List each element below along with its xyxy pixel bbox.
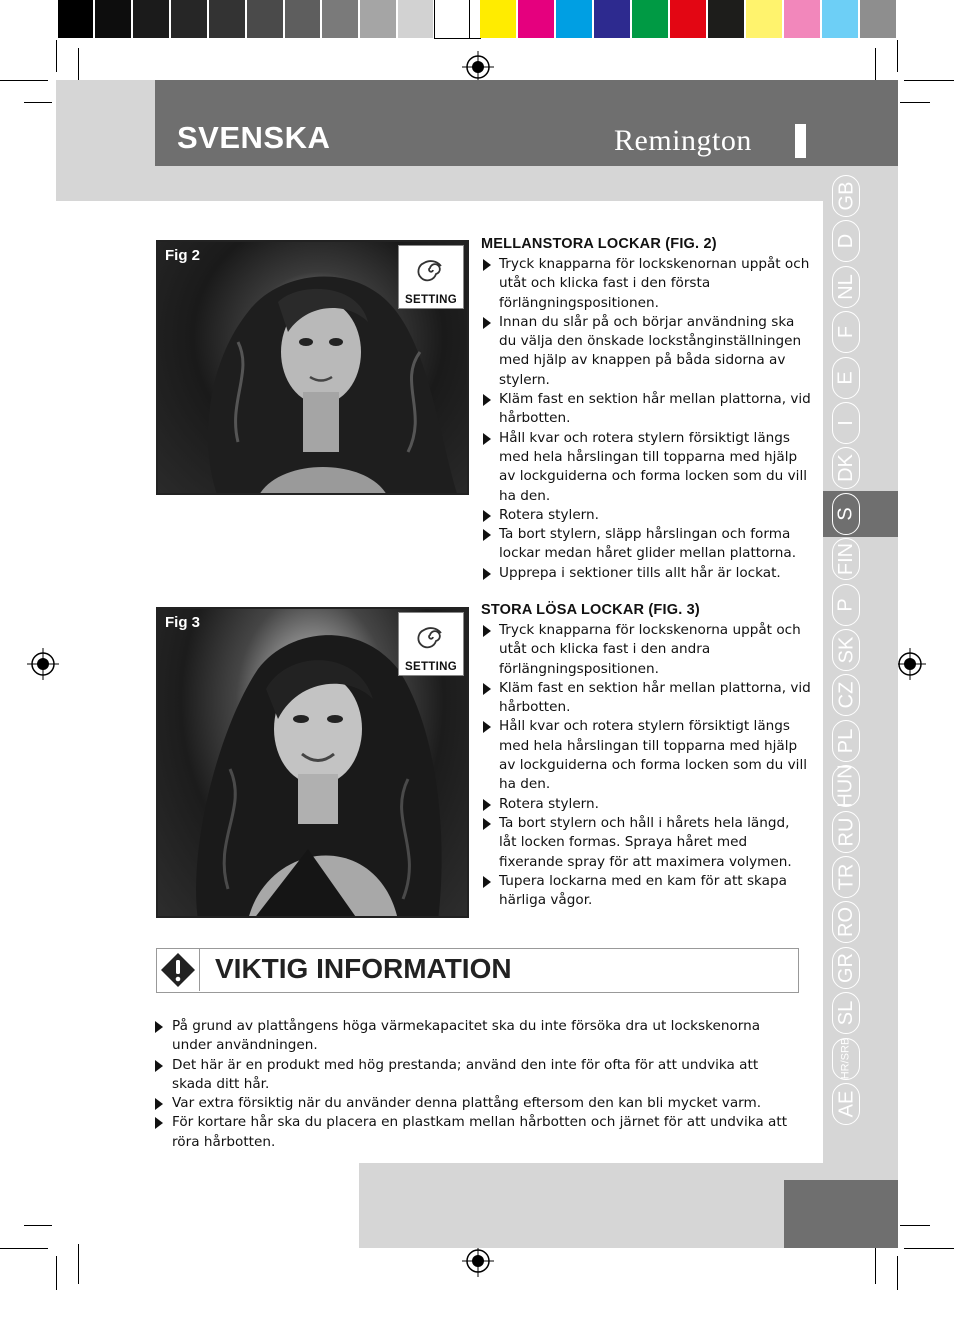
- language-tab-i[interactable]: [832, 402, 860, 444]
- figure-label: Fig 3: [165, 614, 201, 631]
- list-item: Kläm fast en sektion hår mellan plattorna, vid hårbotten.: [481, 390, 811, 429]
- color-swatch: [133, 0, 171, 38]
- warning-icon-cell: [157, 949, 200, 991]
- color-swatch: [435, 0, 470, 38]
- color-swatch: [708, 0, 746, 38]
- language-tab-ro[interactable]: [832, 901, 860, 943]
- color-swatch: [398, 0, 435, 38]
- spiral-curl-icon: [411, 250, 451, 290]
- language-tab-label: GB: [835, 181, 857, 211]
- page-title: SVENSKA: [177, 120, 331, 155]
- language-tab-label: RU: [835, 817, 858, 847]
- language-tab-label: PL: [835, 728, 857, 754]
- language-tab-pl[interactable]: [832, 720, 860, 762]
- setting-label: SETTING: [405, 294, 457, 306]
- crop-mark: [78, 48, 79, 84]
- color-swatch: [784, 0, 822, 38]
- crop-mark: [78, 1244, 79, 1284]
- language-tab-label: GR: [835, 952, 857, 983]
- crop-mark: [24, 1225, 52, 1226]
- color-swatch: [822, 0, 860, 38]
- important-info-list: [154, 1017, 794, 1152]
- crop-mark: [897, 1256, 898, 1290]
- figure-3-photo: [156, 607, 469, 918]
- color-swatch: [209, 0, 247, 38]
- important-info-banner: [156, 948, 799, 993]
- color-swatch: [670, 0, 708, 38]
- language-tab-ru[interactable]: [832, 811, 860, 853]
- instruction-list: [481, 255, 811, 583]
- color-calibration-bar: [58, 0, 898, 38]
- page-number-block: [784, 1180, 898, 1248]
- crop-mark: [875, 1244, 876, 1284]
- registration-mark-icon: [462, 1245, 494, 1277]
- list-item: Håll kvar och rotera stylern försiktigt längs med hela hårslingan till topparna med hjälp av lockguiderna och forma locken som du vill ha den.: [481, 429, 811, 506]
- language-tab-label: I: [835, 420, 857, 426]
- language-tab-tr[interactable]: [832, 856, 860, 898]
- language-tab-label: SL: [835, 1000, 857, 1026]
- language-tab-label: SK: [835, 636, 857, 664]
- figure-2-photo: [156, 240, 469, 495]
- list-item: På grund av plattångens höga värmekapacitet ska du inte försöka dra ut lockskenorna under användningen.: [154, 1017, 794, 1056]
- language-tab-gr[interactable]: [832, 947, 860, 989]
- language-tab-dk[interactable]: [832, 447, 860, 489]
- section-heading: MELLANSTORA LOCKAR (FIG. 2): [481, 236, 717, 252]
- language-tab-label: CZ: [835, 682, 858, 709]
- list-item: Rotera stylern.: [481, 506, 811, 525]
- registration-mark-icon: [894, 648, 926, 680]
- color-swatch: [95, 0, 133, 38]
- section-heading: STORA LÖSA LOCKAR (FIG. 3): [481, 602, 700, 618]
- list-item: Rotera stylern.: [481, 795, 811, 814]
- language-tab-label: RO: [835, 907, 857, 938]
- warning-icon: [157, 949, 199, 991]
- spiral-curl-icon: [411, 617, 451, 657]
- color-swatch: [556, 0, 594, 38]
- crop-mark: [904, 1248, 954, 1249]
- language-tab-d[interactable]: [832, 220, 860, 262]
- list-item: Ta bort stylern och håll i hårets hela längd, låt locken formas. Spraya håret med fixerande spray för att maximera volymen.: [481, 814, 811, 872]
- color-swatch: [360, 0, 398, 38]
- crop-mark: [875, 48, 876, 84]
- section-medium-curls: [481, 236, 811, 583]
- list-item: Innan du slår på och börjar användning ska du välja den önskade lockstånginställningen med hjälp av knappen på båda sidorna av stylern.: [481, 313, 811, 390]
- language-tab-sl[interactable]: [832, 992, 860, 1034]
- color-swatch: [322, 0, 360, 38]
- header-band: [56, 166, 898, 201]
- brand-logo: Remington: [614, 124, 752, 157]
- language-tab-label: TR: [835, 863, 858, 891]
- important-items: [154, 1017, 794, 1152]
- color-swatch: [518, 0, 556, 38]
- section-large-loose-curls: [481, 602, 811, 910]
- list-item: Upprepa i sektioner tills allt hår är lockat.: [481, 564, 811, 583]
- language-tab-gb[interactable]: [832, 175, 860, 217]
- crop-mark: [900, 1225, 930, 1226]
- crop-mark: [897, 40, 898, 72]
- language-tab-label: F: [835, 326, 857, 339]
- list-item: För kortare hår ska du placera en plastkam mellan hårbotten och järnet för att undvika att röra hårbotten.: [154, 1113, 794, 1152]
- color-swatch: [594, 0, 632, 38]
- color-swatch: [285, 0, 322, 38]
- language-tab-e[interactable]: [832, 357, 860, 399]
- crop-mark: [0, 80, 48, 81]
- list-item: Tryck knapparna för lockskenornan uppåt och utåt och klicka fast i den första förlängningspositionen.: [481, 255, 811, 313]
- language-tab-label: E: [835, 370, 857, 385]
- language-tab-fin[interactable]: [832, 538, 860, 580]
- figure-label: Fig 2: [165, 247, 201, 264]
- crop-mark: [0, 1248, 48, 1249]
- color-swatch: [470, 0, 480, 38]
- list-item: Kläm fast en sektion hår mellan plattorna, vid hårbotten.: [481, 679, 811, 718]
- color-swatch: [171, 0, 209, 38]
- language-tab-sk[interactable]: [832, 629, 860, 671]
- important-info-title: VIKTIG INFORMATION: [215, 953, 512, 984]
- list-item: Det här är en produkt med hög prestanda; använd den inte för ofta för att undvika att skada ditt hår.: [154, 1056, 794, 1095]
- color-swatch: [632, 0, 670, 38]
- language-tab-ae[interactable]: [832, 1083, 860, 1125]
- list-item: Var extra försiktig när du använder denna plattång eftersom den kan bli mycket varm.: [154, 1094, 794, 1113]
- setting-indicator: [398, 612, 464, 676]
- crop-mark: [900, 102, 930, 103]
- crop-mark: [56, 40, 57, 72]
- language-tab-label: AE: [835, 1090, 857, 1118]
- language-tab-label: FIN: [835, 543, 857, 576]
- list-item: Ta bort stylern, släpp hårslingan och forma lockar medan håret glider mellan plattorna.: [481, 525, 811, 564]
- language-tab-nl[interactable]: [832, 266, 860, 308]
- list-item: Håll kvar och rotera stylern försiktigt längs med hela hårslingan till topparna med hjälp av lockguiderna och forma locken som du vill ha den.: [481, 717, 811, 794]
- language-tab-s[interactable]: [832, 493, 860, 535]
- setting-label: SETTING: [405, 661, 457, 673]
- language-tab-f[interactable]: [832, 311, 860, 353]
- language-tab-label: DK: [835, 454, 858, 483]
- crop-mark: [24, 102, 52, 103]
- language-tab-label: HR/SRB: [839, 1037, 852, 1080]
- language-tab-hun[interactable]: [832, 765, 860, 807]
- color-swatch: [247, 0, 285, 38]
- color-swatch: [746, 0, 784, 38]
- list-item: Tupera lockarna med en kam för att skapa härliga vågor.: [481, 872, 811, 911]
- color-swatch: [480, 0, 518, 38]
- color-swatch: [860, 0, 898, 38]
- language-tab-label: HUN: [835, 764, 857, 808]
- language-tab-label: NL: [834, 274, 857, 300]
- brand-logo-bar: [795, 124, 806, 158]
- language-tab-cz[interactable]: [832, 674, 860, 716]
- list-item: Tryck knapparna för lockskenorna uppåt och utåt och klicka fast i den andra förlängningspositionen.: [481, 621, 811, 679]
- instruction-list: [481, 621, 811, 910]
- language-tab-label: S: [835, 507, 857, 521]
- registration-mark-icon: [27, 648, 59, 680]
- language-tab-hr-srb[interactable]: [832, 1038, 860, 1080]
- setting-indicator: [398, 245, 464, 309]
- registration-mark-icon: [462, 51, 494, 83]
- language-tab-label: P: [835, 597, 857, 612]
- crop-mark: [56, 1256, 57, 1290]
- color-swatch: [58, 0, 95, 38]
- crop-mark: [904, 80, 954, 81]
- language-tab-p[interactable]: [832, 584, 860, 626]
- language-tab-label: D: [834, 234, 857, 249]
